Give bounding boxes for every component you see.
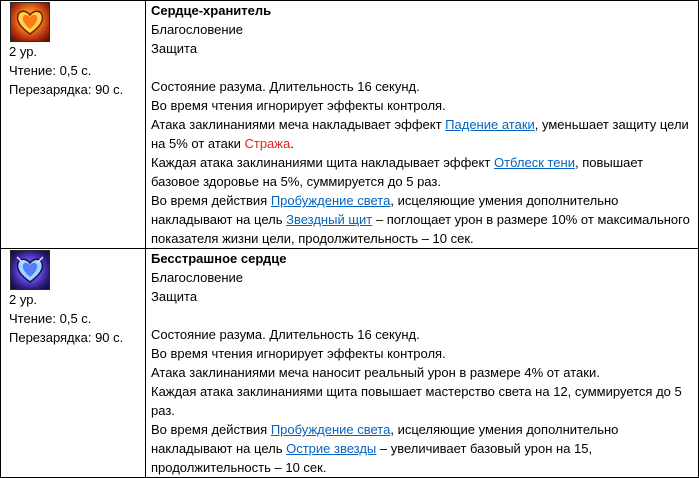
- skill-meta-cell: [1, 1, 146, 249]
- skill-category: Защита: [151, 289, 198, 304]
- skill-name: Сердце-хранитель: [151, 3, 272, 18]
- crystal-heart-icon: [10, 250, 50, 290]
- effect-link-light-awakening[interactable]: Пробуждение света: [270, 193, 391, 208]
- skill-level: 2 ур.: [9, 292, 38, 307]
- skill-cooldown: Перезарядка: 90 с.: [9, 82, 124, 97]
- desc-line: Каждая атака заклинаниями щита повышает мастерство света на 12, суммируется до 5 раз.: [151, 384, 682, 418]
- skill-category: Защита: [151, 41, 198, 56]
- desc-line: Во время действия Пробуждение света, исцеляющие умения дополнительно накладывают на цель Звездный щит – поглощает урон в размере 10% от максимального показателя жизни цели, продолжительность – 10 сек.: [151, 193, 690, 246]
- skill-description-cell: [146, 1, 699, 249]
- skill-meta-cell: [1, 249, 146, 478]
- desc-line: Состояние разума. Длительность 16 секунд.: [151, 79, 420, 94]
- desc-line: Атака заклинаниями меча наносит реальный урон в размере 4% от атаки.: [151, 365, 600, 380]
- flame-heart-icon: [10, 2, 50, 42]
- effect-link-star-edge[interactable]: Острие звезды: [286, 441, 377, 456]
- skill-cooldown: Перезарядка: 90 с.: [9, 330, 124, 345]
- skill-description-cell: [146, 249, 699, 478]
- skill-cast-time: Чтение: 0,5 с.: [9, 311, 92, 326]
- guardian-highlight: Стража: [244, 136, 291, 151]
- skill-level: 2 ур.: [9, 44, 38, 59]
- effect-link-shadow-glint[interactable]: Отблеск тени: [493, 155, 575, 170]
- desc-line: Каждая атака заклинаниями щита накладывает эффект Отблеск тени, повышает базовое здоровье на 5%, суммируется до 5 раз.: [151, 155, 644, 189]
- skill-type: Благословение: [151, 270, 244, 285]
- desc-line: Атака заклинаниями меча накладывает эффект Падение атаки, уменьшает защиту цели на 5% от атаки Стража.: [151, 117, 689, 151]
- skill-type: Благословение: [151, 22, 244, 37]
- effect-link-light-awakening[interactable]: Пробуждение света: [270, 422, 391, 437]
- effect-link-attack-fall[interactable]: Падение атаки: [445, 117, 535, 132]
- desc-line: Во время чтения игнорирует эффекты контроля.: [151, 98, 446, 113]
- desc-line: Состояние разума. Длительность 16 секунд.: [151, 327, 420, 342]
- effect-link-star-shield[interactable]: Звездный щит: [286, 212, 373, 227]
- skill-row: [1, 1, 699, 249]
- skill-row: [1, 249, 699, 478]
- skill-name: Бесстрашное сердце: [151, 251, 287, 266]
- desc-line: Во время чтения игнорирует эффекты контроля.: [151, 346, 446, 361]
- desc-line: Во время действия Пробуждение света, исцеляющие умения дополнительно накладывают на цель Острие звезды – увеличивает базовый урон на 15, продолжительность – 10 сек.: [151, 422, 619, 475]
- skill-cast-time: Чтение: 0,5 с.: [9, 63, 92, 78]
